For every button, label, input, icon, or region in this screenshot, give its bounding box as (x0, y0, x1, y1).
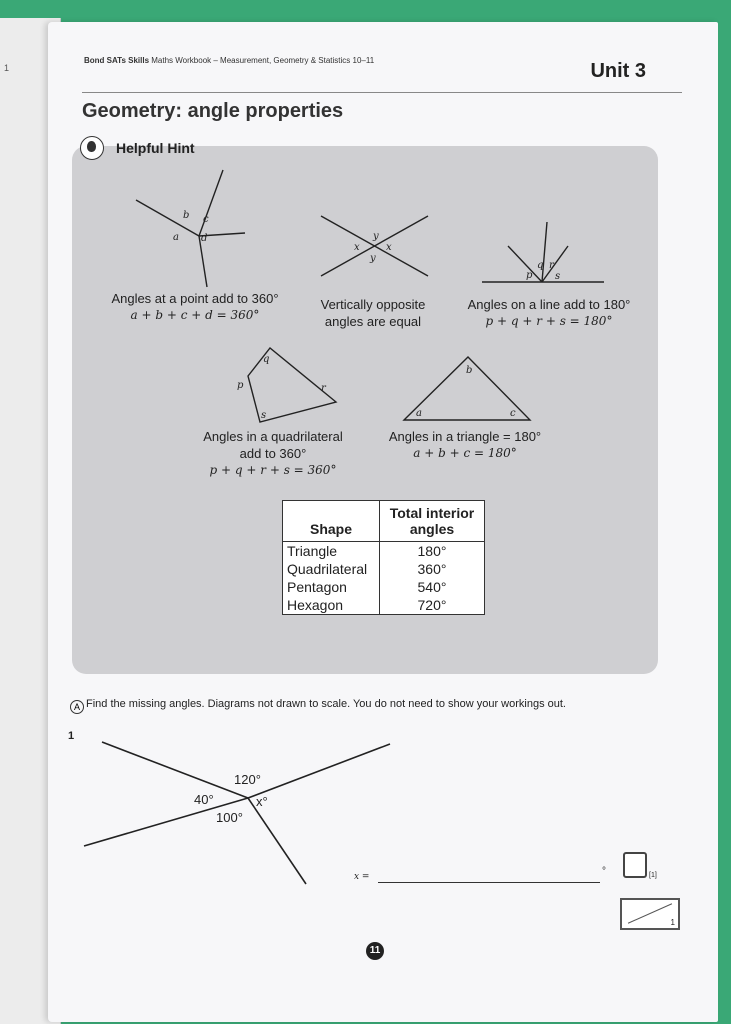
table-row: Triangle 180° (283, 542, 485, 561)
workbook-page (48, 22, 718, 1022)
series-subtitle: Maths Workbook – Measurement, Geometry & Statistics 10–11 (149, 56, 375, 65)
rule-angles-in-triangle: Angles in a triangle = 180° a + b + c = 180° (388, 429, 542, 460)
line-label-q: q (537, 260, 544, 271)
table-row: Hexagon 720° (283, 596, 485, 615)
rule-angles-on-line: Angles on a line add to 180° p + q + r + s = 180° (467, 297, 631, 328)
vo-label-y-top: y (373, 231, 379, 242)
point-label-c: c (203, 214, 209, 225)
score-box (620, 898, 680, 930)
marks-label: [1] (649, 872, 657, 879)
vo-label-y-bottom: y (370, 253, 376, 264)
table-row: Quadrilateral 360° (283, 560, 485, 578)
running-header (84, 56, 374, 65)
triangle-label-a: a (416, 408, 422, 419)
table-header-shape: Shape (283, 501, 380, 542)
lightbulb-icon (80, 136, 104, 160)
page-number: 11 (366, 942, 384, 960)
point-label-a: a (173, 232, 179, 243)
angles-on-line-diagram (478, 218, 608, 290)
angle-label-x: x° (256, 794, 268, 809)
table-row: Pentagon 540° (283, 578, 485, 596)
answer-input[interactable] (378, 882, 600, 883)
angle-label-120: 120° (234, 772, 261, 787)
exercise-instruction: Find the missing angles. Diagrams not drawn to scale. You do not need to show your workings out. (86, 698, 566, 710)
answer-label: x = (354, 872, 370, 882)
quadrilateral-diagram (218, 340, 342, 428)
point-label-d: d (201, 233, 208, 244)
question-angle-diagram (78, 734, 398, 894)
unit-label: Unit 3 (590, 60, 646, 82)
quad-label-s: s (261, 410, 267, 421)
line-label-p: p (526, 270, 533, 281)
rule-angles-in-quadrilateral: Angles in a quadrilateral add to 360° p + q + r + s = 360° (203, 429, 343, 477)
quad-label-q: q (263, 354, 270, 365)
angles-at-point-diagram (128, 162, 258, 292)
quad-label-p: p (237, 380, 244, 391)
angle-label-40: 40° (194, 792, 214, 807)
line-label-s: s (555, 271, 561, 282)
vo-label-x-right: x (386, 242, 392, 253)
hint-title: Helpful Hint (116, 140, 195, 156)
exercise-letter-badge: A (70, 700, 84, 714)
line-label-r: r (549, 260, 554, 271)
angle-label-100: 100° (216, 810, 243, 825)
quad-label-r: r (321, 383, 326, 394)
score-total: 1 (670, 918, 675, 927)
rule-vertically-opposite: Vertically opposite angles are equal (320, 297, 426, 329)
degree-symbol: ° (602, 866, 606, 877)
question-number: 1 (68, 730, 75, 742)
rule-angles-at-point: Angles at a point add to 360° a + b + c + d = 360° (111, 291, 279, 322)
point-label-b: b (183, 210, 190, 221)
mark-checkbox[interactable] (623, 852, 647, 878)
header-rule (82, 92, 682, 93)
page-title: Geometry: angle properties (82, 100, 344, 122)
triangle-diagram (398, 352, 536, 426)
vo-label-x-left: x (354, 242, 360, 253)
table-header-total: Total interior angles (380, 501, 485, 542)
triangle-label-c: c (510, 408, 516, 419)
interior-angles-table (282, 500, 485, 615)
triangle-label-b: b (466, 365, 473, 376)
series-name: Bond SATs Skills (84, 56, 150, 65)
vertically-opposite-diagram (316, 212, 432, 282)
left-page-number: 1 (4, 63, 10, 73)
